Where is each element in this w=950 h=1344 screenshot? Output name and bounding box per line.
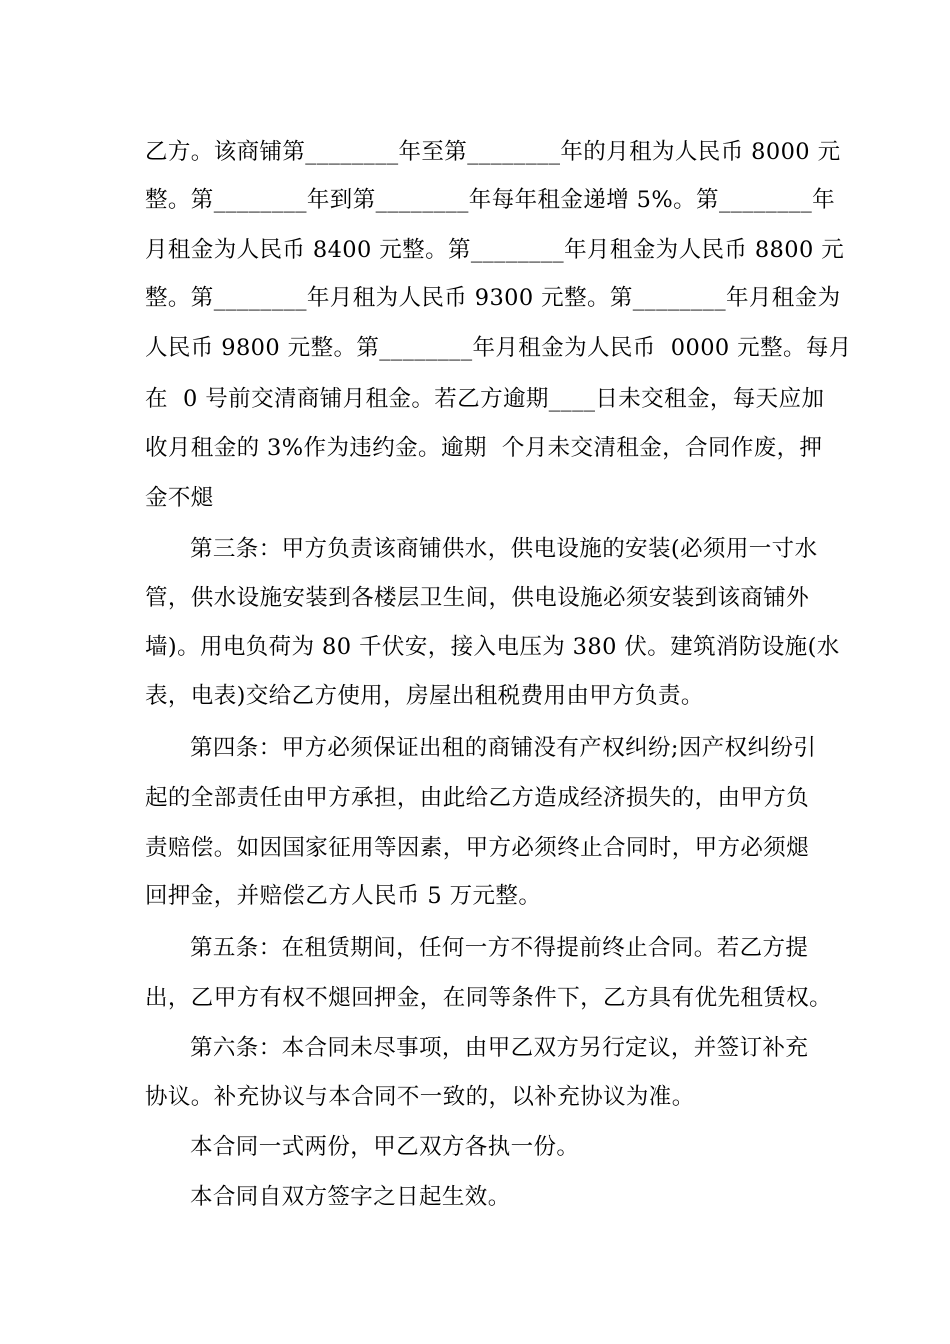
clause-3-first-line: 第三条：甲方负责该商铺供水，供电设施的安装(必须用一寸水 — [190, 536, 818, 562]
clause-6-first-line: 第六条：本合同未尽事项，由甲乙双方另行定议，并签订补充 — [190, 1035, 809, 1061]
text-line: 月租金为人民币 8400 元整。第________年月租金为人民币 8800 元 — [145, 237, 845, 263]
clause-5-first-line: 第五条：在租赁期间，任何一方不得提前终止合同。若乙方提 — [190, 935, 809, 961]
text-line: 乙方。该商铺第________年至第________年的月租为人民币 8000 元 — [145, 139, 841, 165]
text-line: 出，乙甲方有权不煺回押金，在同等条件下，乙方具有优先租赁权。 — [145, 985, 833, 1011]
text-line: 责赔偿。如因国家征用等因素，甲方必须终止合同时，甲方必须煺 — [145, 835, 810, 861]
text-line: 收月租金的 3%作为违约金。逾期 个月未交清租金，合同作废，押 — [145, 435, 823, 461]
text-line: 管，供水设施安装到各楼层卫生间，供电设施必须安装到该商铺外 — [145, 585, 810, 611]
text-line: 回押金，并赔偿乙方人民币 5 万元整。 — [145, 883, 542, 909]
effective-statement: 本合同自双方签字之日起生效。 — [190, 1184, 511, 1210]
text-line: 在 0 号前交清商铺月租金。若乙方逾期____日未交租金，每天应加 — [145, 386, 825, 412]
text-line: 整。第________年月租为人民币 9300 元整。第________年月租金为 — [145, 285, 841, 311]
text-line: 金不煺 — [145, 485, 214, 511]
text-line: 表，电表)交给乙方使用，房屋出租税费用由甲方负责。 — [145, 683, 704, 709]
clause-4-first-line: 第四条：甲方必须保证出租的商铺没有产权纠纷;因产权纠纷引 — [190, 735, 817, 761]
text-line: 墙)。用电负荷为 80 千伏安，接入电压为 380 伏。建筑消防设施(水 — [145, 634, 840, 660]
text-line: 人民币 9800 元整。第________年月租金为人民币 0000 元整。每月 — [145, 335, 852, 361]
text-line: 起的全部责任由甲方承担，由此给乙方造成经济损失的，由甲方负 — [145, 785, 810, 811]
text-line: 协议。补充协议与本合同不一致的，以补充协议为准。 — [145, 1084, 695, 1110]
text-line: 整。第________年到第________年每年租金递增 5%。第________年 — [145, 187, 836, 213]
copies-statement: 本合同一式两份，甲乙双方各执一份。 — [190, 1134, 580, 1160]
